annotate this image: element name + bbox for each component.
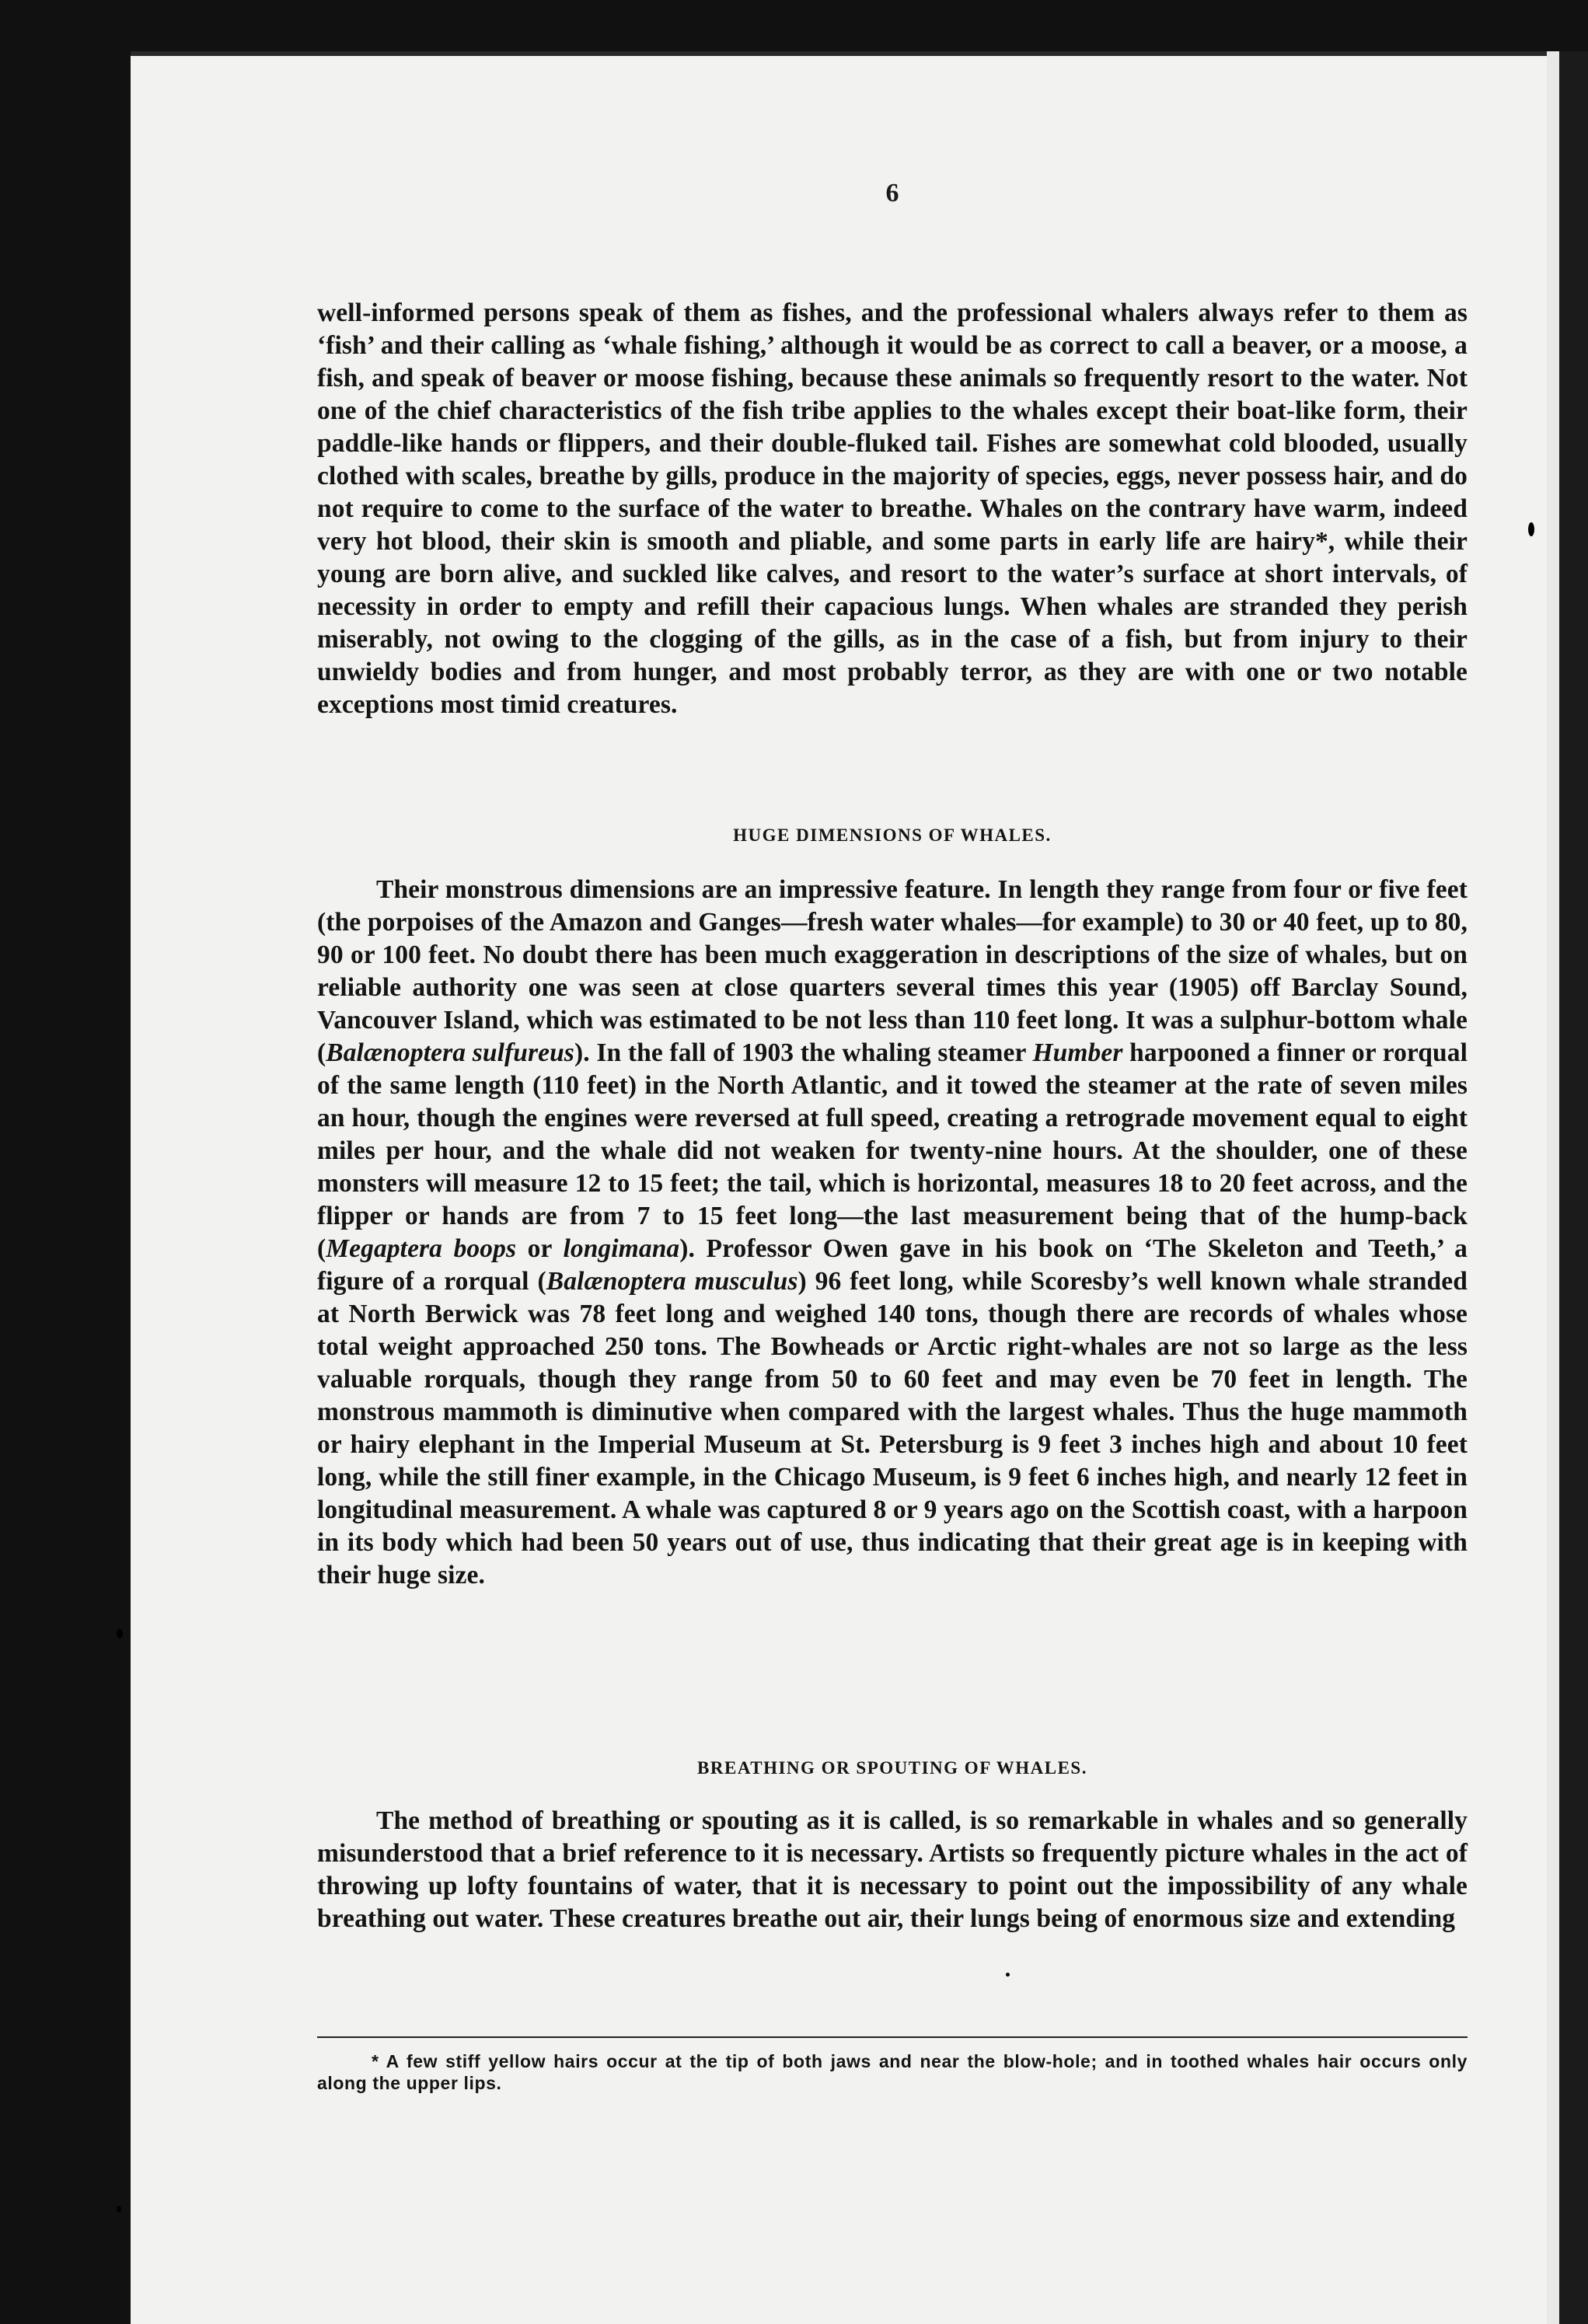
section-heading-dimensions: HUGE DIMENSIONS OF WHALES. [733, 825, 1052, 845]
scan-edge-right [1547, 51, 1588, 2324]
species-name: Megaptera boops [326, 1234, 517, 1263]
scan-speck [117, 1629, 123, 1638]
document-page [131, 51, 1547, 2324]
paragraph-continued: well-informed persons speak of them as fishes, and the professional whalers always refer to them as ‘fish’ and their calling as ‘whale fishing,’ although it would be as correct to call a beaver, or a moose, a fish, and speak of beaver or moose fishing, because these animals so frequently resort to the water. Not one of the chief characteristics of the fish tribe applies to the whales except their boat-like form, their paddle-like hands or flippers, and their double-fluked tail. Fishes are somewhat cold blooded, usually clothed with scales, breathe by gills, produce in the majority of species, eggs, never possess hair, and do not require to come to the surface of the water to breathe. Whales on the contrary have warm, indeed very hot blood, their skin is smooth and pliable, and some parts in early life are hairy*, while their young are born alive, and suckled like calves, and resort to the water’s surface at short intervals, of necessity in order to empty and refill their capacious lungs. When whales are stranded they perish miserably, not owing to the clogging of the gills, as in the case of a fish, but from injury to their unwieldy bodies and from hunger, and most probably terror, as they are with one or two notable exceptions most timid creatures. [317, 298, 1468, 719]
text-run: Their monstrous dimensions are an impressive feature. In length they range from four or five feet (the porpoises of the Amazon and Ganges—fresh water whales—for example) to 30 or 40 feet, up to 80, 90 or 100 feet. No doubt there has been much exaggeration in descriptions of the size of whales, but on reliable authority one was seen at close quarters several times this year (1905) off Barclay Sound, Vancouver Island, which was estimated to be not less than 110 feet long. It was a sulphur-bottom whale ( [317, 875, 1468, 1067]
footnote-divider [317, 2036, 1468, 2038]
scan-edge-gap [1547, 51, 1559, 2324]
footnote [317, 2050, 1468, 2094]
text-run: or [516, 1234, 564, 1263]
section-heading-breathing: BREATHING OR SPOUTING OF WHALES. [697, 1758, 1087, 1778]
page-number: 6 [885, 179, 899, 208]
species-name: Balænoptera sulfureus [326, 1038, 574, 1067]
species-name: longimana [563, 1234, 680, 1263]
scan-speck [1006, 1973, 1010, 1977]
text-run: ). In the fall of 1903 the whaling steamer [574, 1038, 1033, 1067]
scan-speck [117, 2206, 121, 2212]
footnote-text: * A few stiff yellow hairs occur at the tip of both jaws and near the blow-hole; and in toothed whales hair occurs only along the upper lips. [317, 2051, 1468, 2093]
species-name: Balænoptera musculus [546, 1267, 798, 1296]
ship-name: Humber [1032, 1038, 1123, 1067]
paragraph-dimensions [317, 874, 1468, 1592]
paragraph-breathing: The method of breathing or spouting as it is called, is so remarkable in whales and so generally misunderstood that a brief reference to it is necessary. Artists so frequently picture whales in the act of throwing up lofty fountains of water, that it is necessary to point out the impossibility of any whale breathing out water. These creatures breathe out air, their lungs being of enormous size and extending [317, 1806, 1468, 1933]
text-run: ) 96 feet long, while Scoresby’s well known whale stranded at North Berwick was 78 feet long and weighed 140 tons, though there are records of whales whose total weight approached 250 tons. The Bowheads or Arctic right-whales are not so large as the less valuable rorquals, though they range from 50 to 60 feet and may even be 70 feet in length. The monstrous mammoth is diminutive when compared with the largest whales. Thus the huge mammoth or hairy elephant in the Imperial Museum at St. Petersburg is 9 feet 3 inches high and about 10 feet long, while the still finer example, in the Chicago Museum, is 9 feet 6 inches high, and nearly 12 feet in longitudinal measurement. A whale was captured 8 or 9 years ago on the Scottish coast, with a harpoon in its body which had been 50 years out of use, thus indicating that their great age is in keeping with their huge size. [317, 1267, 1468, 1589]
scan-speck [1528, 522, 1534, 536]
text-run: ). Professor Owen gave in his book on ‘The Skeleton and Teeth,’ a figure of a rorqual ( [317, 1234, 1468, 1296]
text-run: harpooned a finner or rorqual of the same length (110 feet) in the North Atlantic, and it towed the steamer at the rate of seven miles an hour, though the engines were reversed at full speed, creating a retrograde movement equal to eight miles per hour, and the whale did not weaken for twenty-nine hours. At the shoulder, one of these monsters will measure 12 to 15 feet; the tail, which is horizontal, measures 18 to 20 feet across, and the flipper or hands are from 7 to 15 feet long—the last measurement being that of the hump-back ( [317, 1038, 1468, 1263]
